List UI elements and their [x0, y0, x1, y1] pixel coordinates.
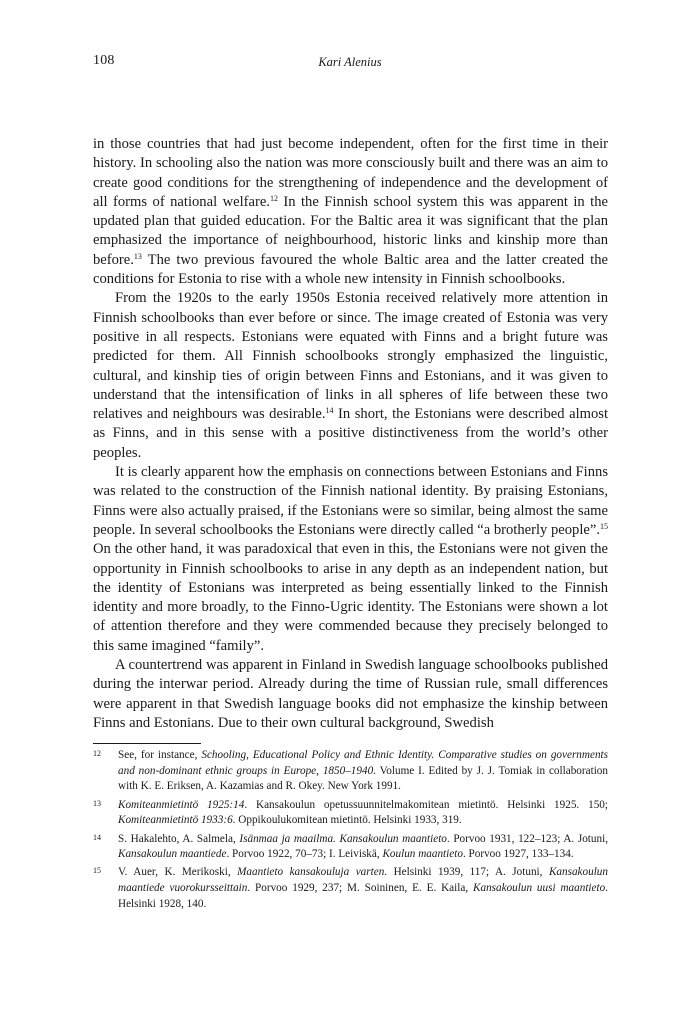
text-segment: . Kansakoulun opetussuunnitelmakomitean mietintö. Helsinki 1925. 150;	[244, 798, 608, 811]
text-segment: From the 1920s to the early 1950s Estonia received relatively more attention in Finnish schoolbooks than ever before or since. The image created of Estonia was very positive in all respects. Estonians were equated with Finns and a bright future was predicted for them. All Finnish schoolbooks strongly emphasized the linguistic, cultural, and kinship ties of origin between Finns and Estonians, and it was given to understand that the intensification of links in all spheres of life between these two relatives and neighbours was desirable.	[93, 290, 608, 423]
text-segment: It is clearly apparent how the emphasis on connections between Estonians and Finns was related to the construction of the Finnish national identity. By praising Estonians, Finns were also actually praised, if the Estonians were so similar, being almost the same people. In several schoolbooks the Estonians were directly called “a brotherly people”.	[93, 464, 608, 538]
paragraph-1	[93, 135, 608, 289]
citation-title: Kansakoulun maantiede	[118, 848, 227, 861]
footnote-text	[118, 748, 608, 795]
footnote-text	[118, 832, 608, 863]
footnote-text	[118, 865, 608, 912]
body-text	[93, 135, 608, 733]
footnote-15	[93, 865, 608, 912]
footnote-13	[93, 798, 608, 829]
text-segment: In the Finnish school system this was apparent in the updated plan that guided education. For the Baltic area it was significant that the plan emphasized the importance of neighbourhood, historic links and kinship more than before.	[93, 193, 608, 268]
running-head: Kari Alenius	[318, 55, 382, 69]
text-segment: S. Hakalehto, A. Salmela,	[118, 832, 240, 845]
text-segment: . Porvoo 1929, 237; M. Soininen, E. E. Kaila,	[247, 882, 474, 895]
citation-title: Kansakoulun uusi maantieto	[473, 882, 606, 895]
footnote-text	[118, 798, 608, 829]
text-segment: . Porvoo 1922, 70–73; I. Leiviskä,	[226, 848, 383, 861]
text-segment: . Helsinki 1928, 140.	[118, 882, 608, 910]
citation-title: Schooling, Educational Policy and Ethnic Identity. Comparative studies on governments and non-dominant ethnic groups in Europe, 1850–1940	[118, 749, 608, 777]
citation-title: Koulun maantieto	[382, 848, 463, 861]
footnote-ref-13[interactable]: 13	[133, 251, 142, 261]
footnote-divider	[93, 743, 201, 744]
footnote-ref-14[interactable]: 14	[325, 406, 334, 416]
footnote-12	[93, 748, 608, 795]
paragraph-4	[93, 656, 608, 733]
footnotes	[93, 748, 608, 915]
citation-title: Komiteanmietintö 1933:6	[118, 814, 233, 827]
text-segment: A countertrend was apparent in Finland in Swedish language schoolbooks published during the interwar period. Already during the time of Russian rule, small differences were apparent in that Swedish language books did not emphasize the kinship between Finns and Estonians. Due to their own cultural background, Swedish	[93, 657, 608, 731]
text-segment: In short, the Estonians were described almost as Finns, and in this sense with a positive distinctiveness from the world’s other peoples.	[93, 406, 609, 461]
text-segment: . Porvoo 1931, 122–123; A. Jotuni,	[446, 832, 609, 845]
text-segment: On the other hand, it was paradoxical that even in this, the Estonians were not given the opportunity in Finnish schoolbooks to arise in any depth as an independent nation, but the identity of Estonians was interpreted as being essentially linked to the Finnish identity and more broadly, to the Finno-Ugric identity. The Estonians were shown a lot of attention therefore and they were commended because they precisely belonged to this same imagined “family”.	[93, 541, 608, 654]
paragraph-2	[93, 289, 608, 463]
text-segment: in those countries that had just become independent, often for the first time in their history. In schooling also the nation was more consciously built and there was an aim to create good conditions for the strengthening of independence and the development of all forms of national welfare.	[93, 136, 608, 210]
text-segment: . Helsinki 1939, 117; A. Jotuni,	[384, 866, 549, 879]
text-segment: The two previous favoured the whole Baltic area and the latter created the conditions for Estonia to rise with a whole new intensity in Finnish schoolbooks.	[93, 251, 608, 288]
text-segment: See, for instance,	[118, 749, 202, 761]
text-segment: V. Auer, K. Merikoski,	[118, 866, 238, 879]
footnote-number: 15	[93, 866, 101, 876]
footnote-number: 13	[93, 798, 101, 808]
footnote-number: 14	[93, 832, 101, 842]
citation-title: Komiteanmietintö 1925:14	[118, 798, 245, 811]
text-segment: . Oppikoulukomitean mietintö. Helsinki 1933, 319.	[232, 814, 462, 827]
footnote-ref-12[interactable]: 12	[269, 193, 278, 203]
citation-title: Maantieto kansakouluja varten	[237, 866, 385, 879]
paragraph-3	[93, 463, 608, 656]
citation-title: Isänmaa ja maailma. Kansakoulun maantieto	[239, 832, 447, 845]
footnote-number: 12	[93, 749, 101, 758]
footnote-14	[93, 832, 608, 863]
citation-title: Kansakoulun maantiede vuorokursseittain	[118, 866, 608, 895]
text-segment: . Porvoo 1927, 133–134.	[462, 848, 574, 861]
text-segment: . Volume I. Edited by J. J. Tomiak in collaboration with K. E. Eriksen, A. Kazamias and R. Okey. New York 1991.	[118, 764, 608, 793]
footnote-ref-15[interactable]: 15	[600, 521, 608, 531]
page-number: 108	[93, 53, 115, 68]
